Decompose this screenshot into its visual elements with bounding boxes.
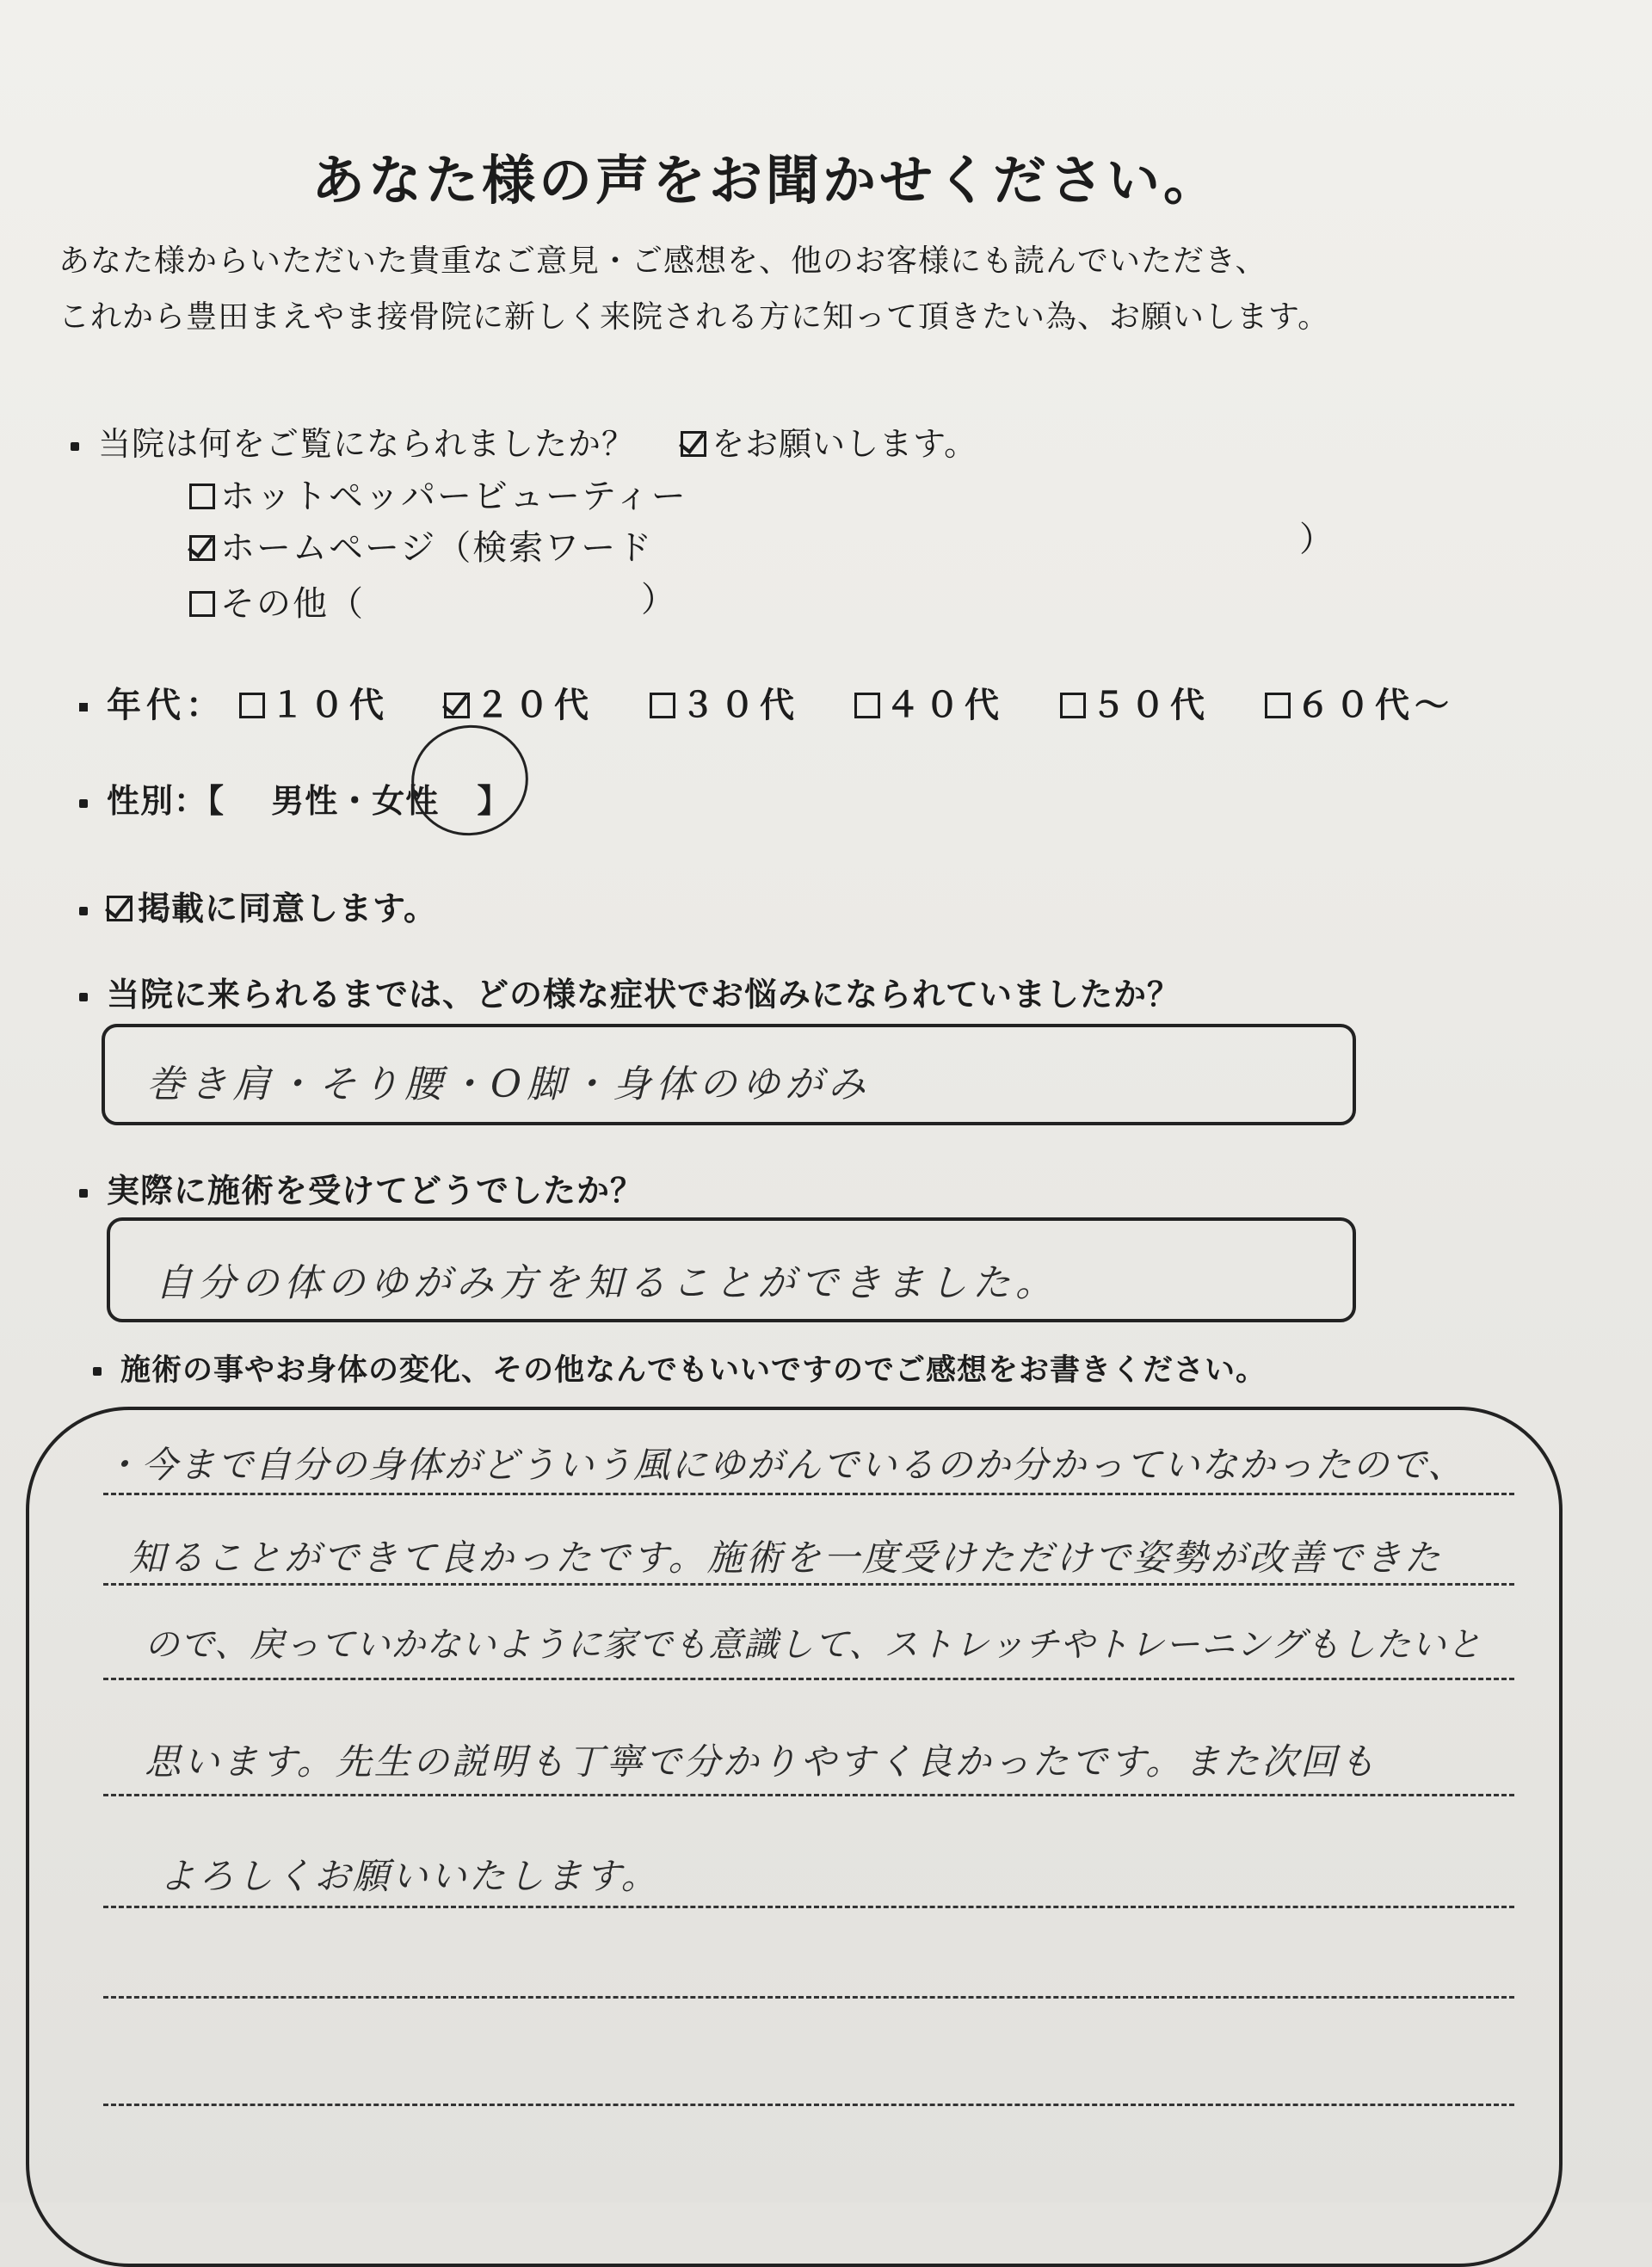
age-label: 年代： [79, 678, 225, 727]
age-option-30[interactable]: ３０代 [650, 678, 799, 727]
consent-row[interactable] [79, 882, 437, 929]
comments-question: 施術の事やお身体の変化、その他なんでもいいですのでご感想をお書きください。 [93, 1346, 1267, 1389]
comment-line-2: 知ることができて良かったです。施術を一度受けただけで姿勢が改善できた [129, 1537, 1443, 1579]
option-homepage-label: ホームページ（検索ワード [220, 528, 654, 568]
comment-line-5: よろしくお願いいたします。 [159, 1855, 660, 1897]
writing-line [103, 1794, 1514, 1796]
source-question-text: 当院は何をご覧になられましたか？ [98, 425, 636, 463]
form-title: あなた様の声をお聞かせください。 [311, 149, 1220, 212]
intro-line-1: あなた様からいただいた貴重なご意見・ご感想を、他のお客様にも読んでいただき、 [59, 243, 1267, 279]
gender-female[interactable]: 女性 [372, 782, 440, 820]
age-option-20[interactable]: ２０代 [444, 678, 594, 727]
selection-circle [401, 714, 539, 846]
experience-question: 実際に施術を受けてどうでしたか？ [79, 1164, 644, 1211]
age-option-60[interactable]: ６０代～ [1265, 678, 1454, 727]
gender-sep: ・ [338, 782, 373, 820]
source-question [71, 417, 977, 465]
comment-line-3: ので、戻っていかないように家でも意識して、ストレッチやトレーニングもしたいと [145, 1625, 1482, 1665]
writing-line [103, 2104, 1514, 2106]
bullet-icon [93, 1367, 102, 1376]
symptoms-answer: 巻き肩・そり腰・O脚・身体のゆがみ [146, 1063, 872, 1106]
writing-line [103, 1996, 1514, 1999]
bullet-icon [79, 1189, 88, 1198]
source-instruction: をお願いします。 [712, 425, 978, 463]
option-homepage-close: ） [1299, 520, 1335, 559]
bullet-icon [71, 442, 79, 451]
age-option-10[interactable]: １０代 [239, 678, 389, 727]
checkbox-age-20[interactable] [444, 693, 470, 718]
symptoms-question: 当院に来られるまでは、どの様な症状でお悩みになられていましたか？ [79, 968, 1180, 1015]
consent-label: 掲載に同意します。 [138, 890, 437, 927]
checkbox-homepage[interactable] [189, 535, 215, 561]
bullet-icon [79, 993, 88, 1001]
option-other[interactable] [189, 576, 365, 625]
gender-close: 】 [477, 782, 511, 820]
writing-line [103, 1678, 1514, 1680]
checkbox-age-50[interactable] [1060, 693, 1086, 718]
comment-line-1: ・今まで自分の身体がどういう風にゆがんでいるのか分かっていなかったので、 [103, 1444, 1466, 1486]
checkbox-sample-icon [681, 431, 706, 457]
checkbox-age-30[interactable] [650, 693, 675, 718]
bullet-icon [79, 907, 88, 915]
intro-line-2: これから豊田まえやま接骨院に新しく来院される方に知って頂きたい為、お願いします。 [59, 299, 1330, 335]
option-other-close: ） [641, 580, 677, 619]
checkbox-other[interactable] [189, 591, 215, 617]
symptoms-answer-box[interactable] [102, 1024, 1356, 1125]
comment-line-4: 思います。先生の説明も丁寧で分かりやすく良かったです。また次回も [145, 1740, 1378, 1783]
option-homepage[interactable] [189, 521, 653, 570]
checkbox-hotpepper[interactable] [189, 484, 215, 509]
experience-answer-box[interactable] [107, 1217, 1356, 1322]
option-hotpepper[interactable] [189, 469, 687, 518]
age-option-50[interactable]: ５０代 [1060, 678, 1210, 727]
checkbox-consent[interactable] [107, 896, 133, 921]
age-option-40[interactable]: ４０代 [854, 678, 1004, 727]
writing-line [103, 1583, 1514, 1586]
checkbox-age-10[interactable] [239, 693, 265, 718]
bullet-icon [79, 799, 88, 808]
writing-line [103, 1906, 1514, 1908]
checkbox-age-60[interactable] [1265, 693, 1291, 718]
writing-line [103, 1493, 1514, 1495]
gender-label: 性別：【 [107, 782, 225, 820]
option-other-label: その他（ [220, 584, 365, 624]
checkbox-age-40[interactable] [854, 693, 880, 718]
option-hotpepper-label: ホットペッパービューティー [220, 477, 687, 516]
gender-male[interactable]: 男性 [271, 782, 339, 820]
experience-answer: 自分の体のゆがみ方を知ることができました。 [155, 1261, 1058, 1305]
